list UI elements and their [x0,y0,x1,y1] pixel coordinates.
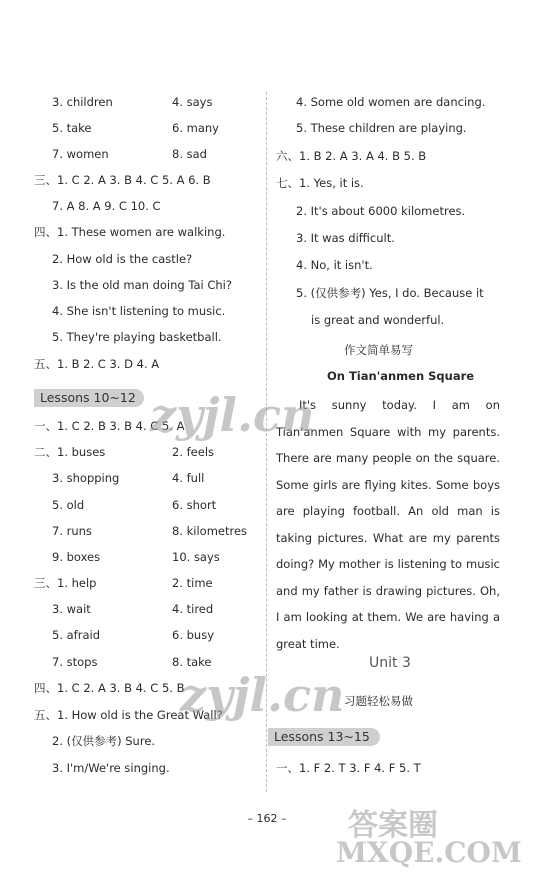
lesson-header-bar [268,728,380,746]
answer-line: 2. (仅供参考) Sure. [52,734,156,748]
answer-section-1: 一、1. F 2. T 3. F 4. F 5. T [276,761,421,775]
answer-line: 5. These children are playing. [296,121,467,135]
answer-line: 4. She isn't listening to music. [52,304,226,318]
answer-item: 2. time [172,576,213,590]
essay-title: On Tian'anmen Square [327,369,475,383]
answer-item: 3. shopping [52,471,120,485]
answer-item: 2. feels [172,445,215,459]
composition-heading: 作文简单易写 [344,343,413,357]
answer-line: 4. Some old women are dancing. [296,95,486,109]
answer-item: 6. many [172,121,219,135]
answer-line: 3. Is the old man doing Tai Chi? [52,278,232,292]
answer-item: 7. stops [52,655,98,669]
answer-item: 4. says [172,95,213,109]
answer-line: 2. How old is the castle? [52,252,193,266]
answer-section-5: 五、1. B 2. C 3. D 4. A [34,357,160,371]
answer-item: 4. tired [172,602,214,616]
watermark: 答案圈 [348,808,438,843]
answer-section-2: 二、1. buses [34,445,106,459]
answer-section-4: 四、1. These women are walking. [34,225,226,239]
answer-section-3b: 三、1. help [34,576,97,590]
answer-item: 3. wait [52,602,91,616]
answer-item: 8. kilometres [172,524,248,538]
page-number: – 162 – [247,812,287,825]
answer-item: 5. old [52,498,85,512]
answer-item: 6. busy [172,628,215,642]
watermark: MXQE.COM [336,836,522,869]
answer-item: 4. full [172,471,205,485]
lesson-header-bar [34,389,144,407]
answer-item: 6. short [172,498,217,512]
unit-title: Unit 3 [369,655,411,671]
lesson-header: Lessons 10~12 [40,390,136,405]
answer-line: 5. They're playing basketball. [52,330,222,344]
answer-section-6: 六、1. B 2. A 3. A 4. B 5. B [276,149,427,163]
answer-section-3: 三、1. C 2. A 3. B 4. C 5. A 6. B [34,173,211,187]
answer-line: 7. A 8. A 9. C 10. C [52,199,161,213]
answer-section-7: 七、1. Yes, it is. [276,176,364,190]
lesson-header: Lessons 13~15 [274,729,370,744]
essay-body: It's sunny today. I am on Tian'anmen Square with my parents. There are many people on the square. Some girls are flying kites. Some boys are playing football. An old man is taking pictures. What are my parents doing? My mother is listening to music and my father is drawing pictures. Oh, I am looking at them. We are having a great time. [276,398,500,651]
answer-section-4b: 四、1. C 2. A 3. B 4. C 5. B [34,681,185,695]
answer-item: 10. says [172,550,220,564]
answer-section-5b: 五、1. How old is the Great Wall? [34,708,223,722]
answer-line: 3. It was difficult. [296,231,395,245]
answer-item: 7. runs [52,524,92,538]
answer-item: 5. take [52,121,92,135]
answer-line: is great and wonderful. [311,313,445,327]
answer-section-1: 一、1. C 2. B 3. B 4. C 5. A [34,419,185,433]
answer-item: 9. boxes [52,550,101,564]
answer-line: 4. No, it isn't. [296,258,373,272]
answer-item: 8. sad [172,147,207,161]
answer-item: 5. afraid [52,628,100,642]
watermark: zyjl.cn [180,668,345,722]
answer-item: 7. women [52,147,109,161]
answer-item: 8. take [172,655,212,669]
answer-line: 2. It's about 6000 kilometres. [296,204,466,218]
answer-item: 3. children [52,95,113,109]
practice-heading: 习题轻松易做 [344,694,413,708]
answer-line: 5. (仅供参考) Yes, I do. Because it [296,286,484,300]
answer-line: 3. I'm/We're singing. [52,761,170,775]
watermark: zyjl.cn [150,388,315,442]
